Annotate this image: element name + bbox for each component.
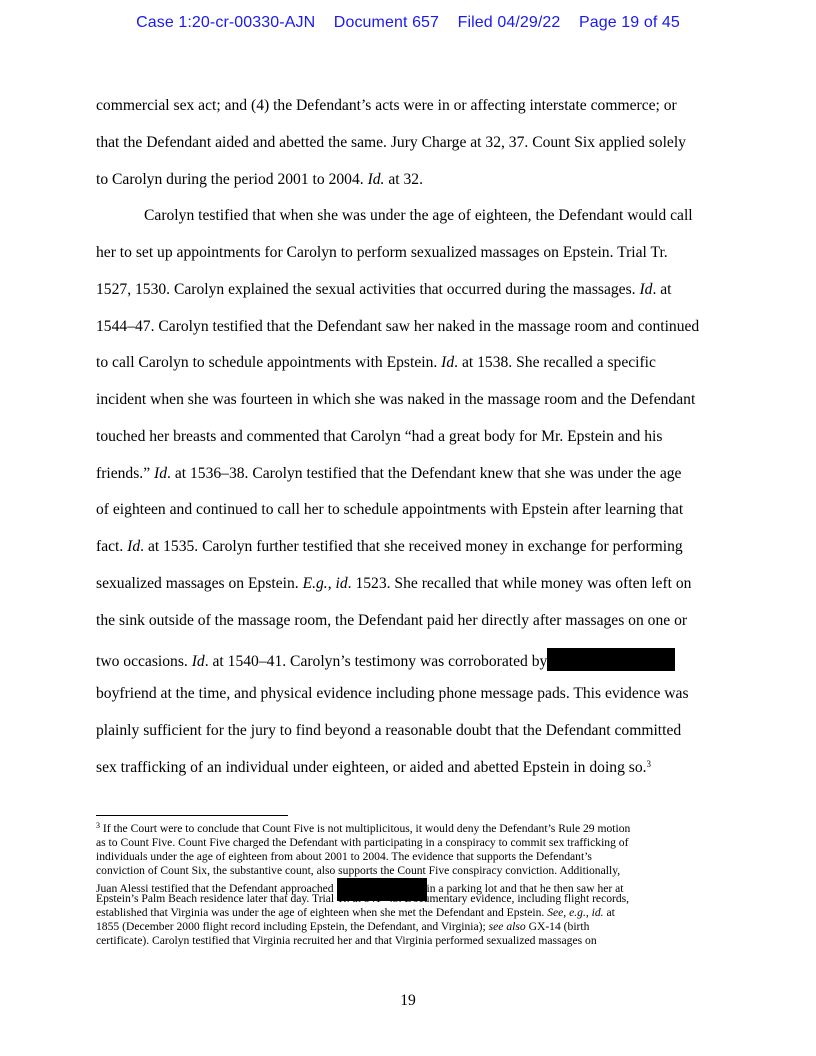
- body-line: two occasions. Id. at 1540–41. Carolyn’s testimony was corroborated by: [96, 648, 675, 672]
- footnote-reference: 3: [646, 759, 652, 769]
- body-line: friends.” Id. at 1536–38. Carolyn testified that the Defendant knew that she was under the age: [96, 465, 682, 482]
- page-count: Page 19 of 45: [578, 14, 680, 31]
- footnote-line: established that Virginia was under the age of eighteen when she met the Defendant and Epstein. See, e.g., id. at: [96, 906, 615, 919]
- footnote-line: Epstein’s Palm Beach residence later that day. Trial Tr. at 841–43. Documentary evidence, including flight records,: [96, 892, 630, 905]
- body-line: sex trafficking of an individual under eighteen, or aided and abetted Epstein in doing so.$^3$: [96, 759, 652, 776]
- body-line: boyfriend at the time, and physical evidence including phone message pads. This evidence was: [96, 685, 689, 702]
- filed-date: Filed 04/29/22: [457, 14, 561, 31]
- footnote-line: as to Count Five. Count Five charged the Defendant with participating in a conspiracy to commit sex trafficking of: [96, 836, 629, 849]
- footnote-line: $^3$ If the Court were to conclude that Count Five is not multiplicitous, it would deny the Defendant’s Rule 29 motion: [96, 821, 631, 835]
- footnote-marker: 3: [96, 821, 100, 830]
- footnote-divider: [96, 815, 288, 816]
- body-line: of eighteen and continued to call her to schedule appointments with Epstein after learning that: [96, 501, 684, 518]
- page-number: 19: [400, 992, 416, 1009]
- footnote-line: 1855 (December 2000 flight record including Epstein, the Defendant, and Virginia); see also GX-14 (birth: [96, 920, 590, 933]
- footnote-line: Juan Alessi testified that the Defendant approached in a parking lot and that he then saw her at: [96, 878, 624, 901]
- body-line: that the Defendant aided and abetted the same. Jury Charge at 32, 37. Count Six applied solely: [96, 134, 686, 151]
- body-line: sexualized massages on Epstein. E.g., id. 1523. She recalled that while money was often left on: [96, 575, 692, 592]
- body-line: plainly sufficient for the jury to find beyond a reasonable doubt that the Defendant committed: [96, 722, 682, 739]
- paragraph-start: Carolyn testified that when she was under the age of eighteen, the Defendant would call: [144, 207, 693, 224]
- body-line: commercial sex act; and (4) the Defendant’s acts were in or affecting interstate commerce; or: [96, 97, 677, 114]
- body-line: the sink outside of the massage room, the Defendant paid her directly after massages on one or: [96, 612, 688, 629]
- body-line: to Carolyn during the period 2001 to 2004. Id. at 32.: [96, 171, 423, 188]
- footnote-line: individuals under the age of eighteen from about 2001 to 2004. The evidence that supports the Defendant’s: [96, 850, 592, 863]
- body-line: incident when she was fourteen in which she was naked in the massage room and the Defendant: [96, 391, 696, 408]
- body-line: 1544–47. Carolyn testified that the Defendant saw her naked in the massage room and continued: [96, 318, 700, 335]
- body-line: fact. Id. at 1535. Carolyn further testified that she received money in exchange for performing: [96, 538, 683, 555]
- footnote-line: conviction of Count Six, the substantive count, also supports the Count Five conspiracy conviction. Additionally,: [96, 864, 621, 877]
- body-line: 1527, 1530. Carolyn explained the sexual activities that occurred during the massages. Id. at: [96, 281, 672, 298]
- body-line: touched her breasts and commented that Carolyn “had a great body for Mr. Epstein and his: [96, 428, 663, 445]
- body-line: her to set up appointments for Carolyn to perform sexualized massages on Epstein. Trial Tr.: [96, 244, 668, 261]
- case-number: Case 1:20-cr-00330-AJN: [136, 14, 316, 31]
- document-number: Document 657: [333, 14, 440, 31]
- body-line: to call Carolyn to schedule appointments with Epstein. Id. at 1538. She recalled a specific: [96, 354, 656, 371]
- footnote-line: certificate). Carolyn testified that Virginia recruited her and that Virginia performed sexualized massages on: [96, 934, 597, 947]
- ecf-header: [0, 14, 816, 32]
- redaction-box: [547, 648, 675, 671]
